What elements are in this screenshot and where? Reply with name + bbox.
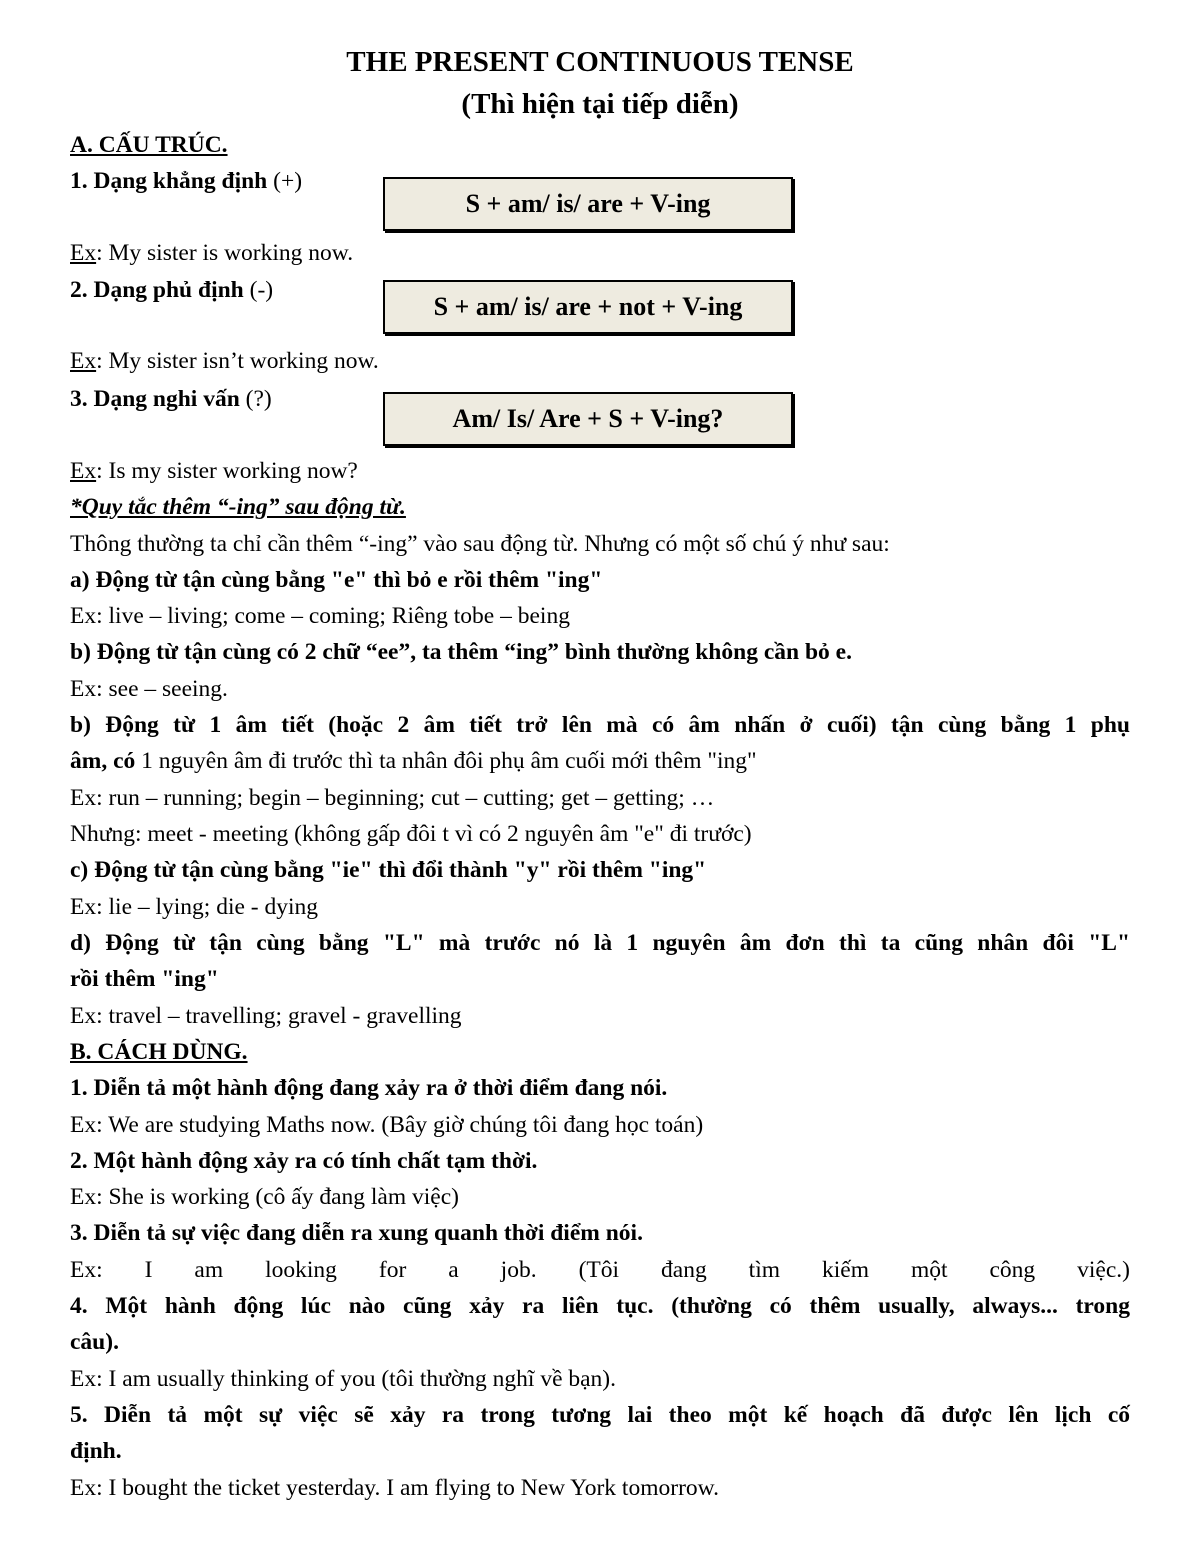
use-1-example: Ex: We are studying Maths now. (Bây giờ chúng tôi đang học toán) <box>70 1112 704 1138</box>
rules-heading: *Quy tắc thêm “-ing” sau động từ. <box>70 494 406 520</box>
form-2-example <box>70 346 1130 376</box>
example-label: Ex <box>70 348 97 374</box>
use-5-line2: định. <box>70 1438 122 1464</box>
form-1-example <box>70 238 1130 268</box>
rule-b2-line2-bold: âm, có <box>70 748 136 774</box>
page-subtitle: (Thì hiện tại tiếp diễn) <box>461 88 739 120</box>
rule-a: a) Động từ tận cùng bằng "e" thì bỏ e rồi thêm "ing" <box>70 567 603 593</box>
use-2: 2. Một hành động xảy ra có tính chất tạm thời. <box>70 1148 538 1174</box>
form-1-title: 1. Dạng khẳng định <box>70 168 268 194</box>
use-2-example: Ex: She is working (cô ấy đang làm việc) <box>70 1184 459 1210</box>
rule-d-line1: d) Động từ tận cùng bằng "L" mà trước nó là 1 nguyên âm đơn thì ta cũng nhân đôi "L" <box>70 930 1130 956</box>
form-2-title: 2. Dạng phủ định <box>70 277 244 303</box>
page-title: THE PRESENT CONTINUOUS TENSE <box>346 46 854 78</box>
use-3-example: Ex: I am looking for a job. (Tôi đang tìm kiếm một công việc.) <box>70 1257 1130 1283</box>
section-b-heading: B. CÁCH DÙNG. <box>70 1039 248 1065</box>
rules-intro: Thông thường ta chỉ cần thêm “-ing” vào sau động từ. Nhưng có một số chú ý như sau: <box>70 531 890 557</box>
form-2-formula-box: S + am/ is/ are + not + V-ing <box>383 280 793 334</box>
rule-d-line2: rồi thêm "ing" <box>70 966 219 992</box>
rule-b2-example: Ex: run – running; begin – beginning; cut – cutting; get – getting; … <box>70 785 715 811</box>
use-3: 3. Diễn tả sự việc đang diễn ra xung quanh thời điểm nói. <box>70 1220 643 1246</box>
form-1-formula-box: S + am/ is/ are + V-ing <box>383 177 793 231</box>
rule-d-example: Ex: travel – travelling; gravel - gravelling <box>70 1003 462 1029</box>
form-3-example <box>70 456 1130 486</box>
form-2-sign: (-) <box>243 277 274 303</box>
form-3-sign: (?) <box>239 386 272 412</box>
rule-b2-line2 <box>70 746 1130 776</box>
form-3-title: 3. Dạng nghi vấn <box>70 386 240 412</box>
example-text: : My sister isn’t working now. <box>96 348 379 374</box>
rule-b2-line1: b) Động từ 1 âm tiết (hoặc 2 âm tiết trở lên mà có âm nhấn ở cuối) tận cùng bằng 1 phụ <box>70 712 1130 738</box>
rule-c: c) Động từ tận cùng bằng "ie" thì đổi thành "y" rồi thêm "ing" <box>70 857 707 883</box>
use-5-example: Ex: I bought the ticket yesterday. I am flying to New York tomorrow. <box>70 1475 719 1501</box>
example-text: : Is my sister working now? <box>96 458 358 484</box>
rule-b1: b) Động từ tận cùng có 2 chữ “ee”, ta thêm “ing” bình thường không cần bỏ e. <box>70 639 852 665</box>
section-a-heading: A. CẤU TRÚC. <box>70 132 228 158</box>
form-3-formula-box: Am/ Is/ Are + S + V-ing? <box>383 392 793 446</box>
example-label: Ex <box>70 458 97 484</box>
example-label: Ex <box>70 240 97 266</box>
rule-b1-example: Ex: see – seeing. <box>70 676 228 702</box>
example-text: : My sister is working now. <box>96 240 354 266</box>
use-1: 1. Diễn tả một hành động đang xảy ra ở thời điểm đang nói. <box>70 1075 668 1101</box>
rule-b2-line2-rest: 1 nguyên âm đi trước thì ta nhân đôi phụ âm cuối mới thêm "ing" <box>135 748 757 774</box>
form-1-sign: (+) <box>267 168 303 194</box>
use-4-line1: 4. Một hành động lúc nào cũng xảy ra liên tục. (thường có thêm usually, always... trong <box>70 1293 1130 1319</box>
use-4-line2: câu). <box>70 1329 119 1355</box>
use-5-line1: 5. Diễn tả một sự việc sẽ xảy ra trong tương lai theo một kế hoạch đã được lên lịch cố <box>70 1402 1130 1428</box>
use-4-example: Ex: I am usually thinking of you (tôi thường nghĩ về bạn). <box>70 1366 617 1392</box>
rule-b2-note: Nhưng: meet - meeting (không gấp đôi t vì có 2 nguyên âm "e" đi trước) <box>70 821 752 847</box>
rule-c-example: Ex: lie – lying; die - dying <box>70 894 319 920</box>
rule-a-example: Ex: live – living; come – coming; Riêng tobe – being <box>70 603 570 629</box>
